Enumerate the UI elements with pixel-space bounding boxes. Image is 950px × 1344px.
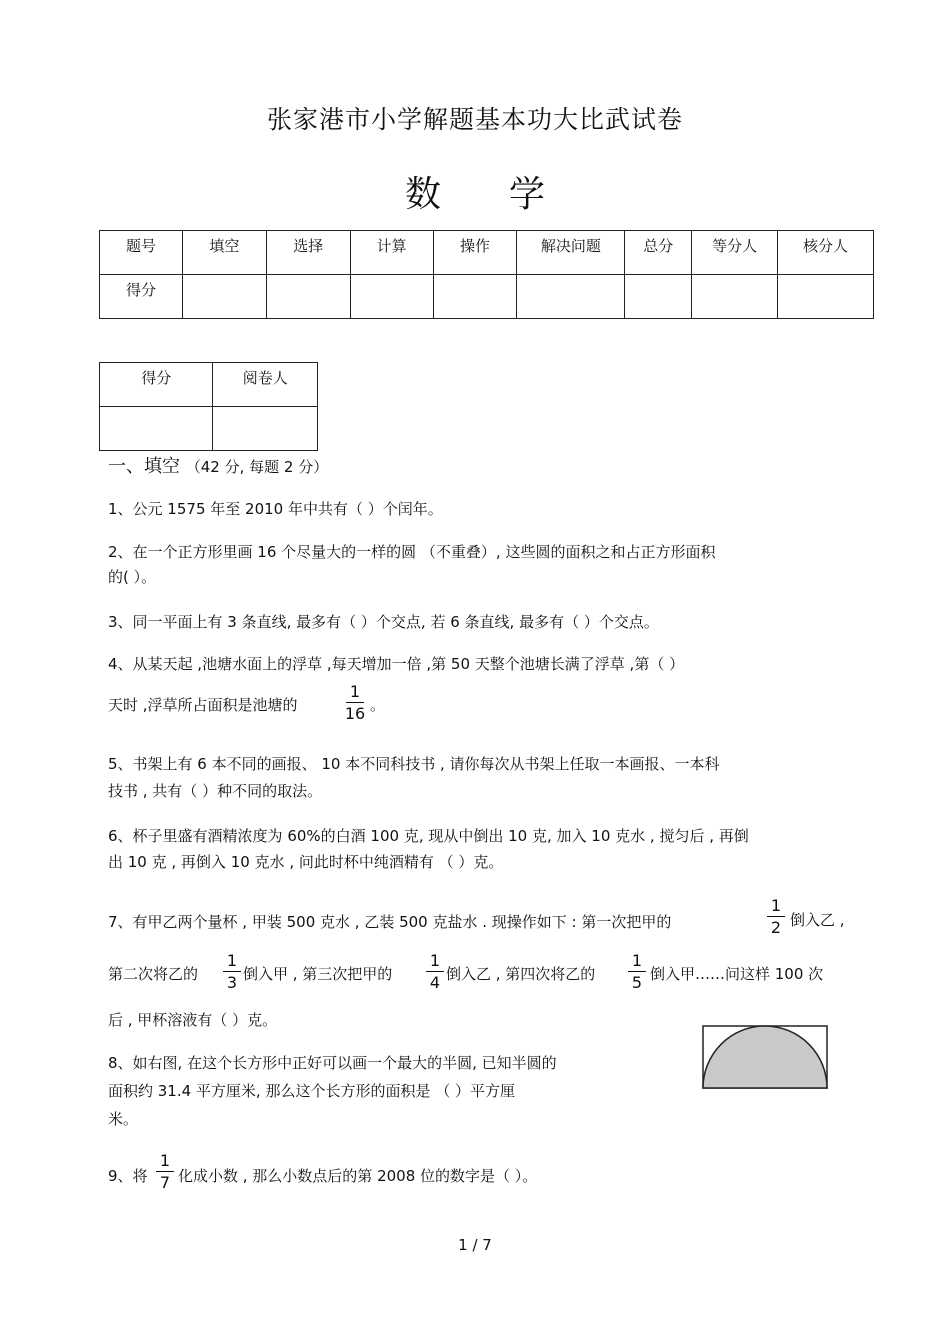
subject-heading: 数 学	[404, 174, 546, 215]
question-4-line-2: 天时 ,浮草所占面积是池塘的	[108, 696, 298, 714]
header-cell: 阅卷人	[213, 363, 318, 407]
question-7-line-2a: 第二次将乙的	[108, 965, 199, 983]
grader-input-cell[interactable]	[213, 407, 318, 451]
header-cell: 解决问题	[517, 231, 625, 275]
header-cell: 计算	[350, 231, 433, 275]
header-cell: 得分	[100, 363, 213, 407]
question-7-line-2b: 倒入甲 , 第三次把甲的	[243, 965, 393, 983]
question-9-end: 化成小数 , 那么小数点后的第 2008 位的数字是（ ）。	[178, 1167, 538, 1185]
score-input-cell[interactable]	[266, 275, 350, 319]
score-input-cell[interactable]	[433, 275, 517, 319]
header-cell: 填空	[182, 231, 266, 275]
question-8-line-3: 米。	[108, 1110, 139, 1128]
exam-title: 张家港市小学解题基本功大比武试卷	[266, 105, 683, 134]
header-cell: 核分人	[778, 231, 874, 275]
header-cell: 等分人	[692, 231, 778, 275]
grader-table	[99, 362, 318, 451]
question-8-line-2: 面积约 31.4 平方厘米, 那么这个长方形的面积是 （ ）平方厘	[108, 1082, 516, 1100]
score-input-cell[interactable]	[778, 275, 874, 319]
score-summary-table	[99, 230, 874, 319]
question-6-line-2: 出 10 克 , 再倒入 10 克水 , 问此时杯中纯酒精有 （ ）克。	[108, 853, 504, 871]
question-7-line-1-end: 倒入乙 ,	[790, 911, 845, 929]
question-5-line-2: 技书 , 共有（ ）种不同的取法。	[108, 782, 323, 800]
header-cell: 选择	[266, 231, 350, 275]
question-7-line-2d: 倒入甲……问这样 100 次	[650, 965, 824, 983]
score-input-cell[interactable]	[625, 275, 692, 319]
fraction-1-16: 1 16	[344, 682, 366, 723]
row-label-cell: 得分	[100, 275, 183, 319]
score-input-cell[interactable]	[100, 407, 213, 451]
fraction-1-7: 1 7	[154, 1151, 176, 1194]
score-input-cell[interactable]	[517, 275, 625, 319]
score-input-cell[interactable]	[350, 275, 433, 319]
fraction-1-3: 1 3	[221, 951, 243, 994]
fraction-1-2: 1 2	[765, 896, 787, 939]
question-3: 3、同一平面上有 3 条直线, 最多有（ ）个交点, 若 6 条直线, 最多有（ ）个交点。	[108, 613, 659, 631]
page-number: 1 / 7	[458, 1236, 492, 1254]
question-5-line-1: 5、书架上有 6 本不同的画报、 10 本不同科技书 , 请你每次从书架上任取一本画报、一本科	[108, 755, 720, 773]
header-cell: 总分	[625, 231, 692, 275]
question-2-line-1: 2、在一个正方形里画 16 个尽量大的一样的圆 （不重叠）, 这些圆的面积之和占正方形面积	[108, 543, 716, 561]
question-9-start: 9、将	[108, 1167, 148, 1185]
question-6-line-1: 6、杯子里盛有酒精浓度为 60%的白酒 100 克, 现从中倒出 10 克, 加入 10 克水 , 搅匀后 , 再倒	[108, 827, 749, 845]
header-cell: 题号	[100, 231, 183, 275]
question-2-line-2: 的( ）。	[108, 568, 157, 586]
section-heading: 一、填空 （42 分, 每题 2 分）	[108, 456, 329, 477]
question-7-line-2c: 倒入乙 , 第四次将乙的	[446, 965, 596, 983]
question-1: 1、公元 1575 年至 2010 年中共有（ ）个闰年。	[108, 500, 443, 518]
semicircle-shape	[703, 1026, 827, 1088]
question-8-line-1: 8、如右图, 在这个长方形中正好可以画一个最大的半圆, 已知半圆的	[108, 1054, 557, 1072]
score-input-cell[interactable]	[182, 275, 266, 319]
score-input-cell[interactable]	[692, 275, 778, 319]
header-cell: 操作	[433, 231, 517, 275]
fraction-1-4: 1 4	[424, 951, 446, 994]
question-4-end: 。	[370, 696, 386, 714]
fraction-1-5: 1 5	[626, 951, 648, 994]
semicircle-in-rectangle-figure	[700, 1022, 830, 1092]
question-7-line-3: 后 , 甲杯溶液有（ ）克。	[108, 1011, 278, 1029]
question-7-line-1: 7、有甲乙两个量杯 , 甲装 500 克水 , 乙装 500 克盐水 . 现操作如下 : 第一次把甲的	[108, 913, 672, 931]
question-4-line-1: 4、从某天起 ,池塘水面上的浮草 ,每天增加一倍 ,第 50 天整个池塘长满了浮草 ,第（ ）	[108, 655, 685, 673]
